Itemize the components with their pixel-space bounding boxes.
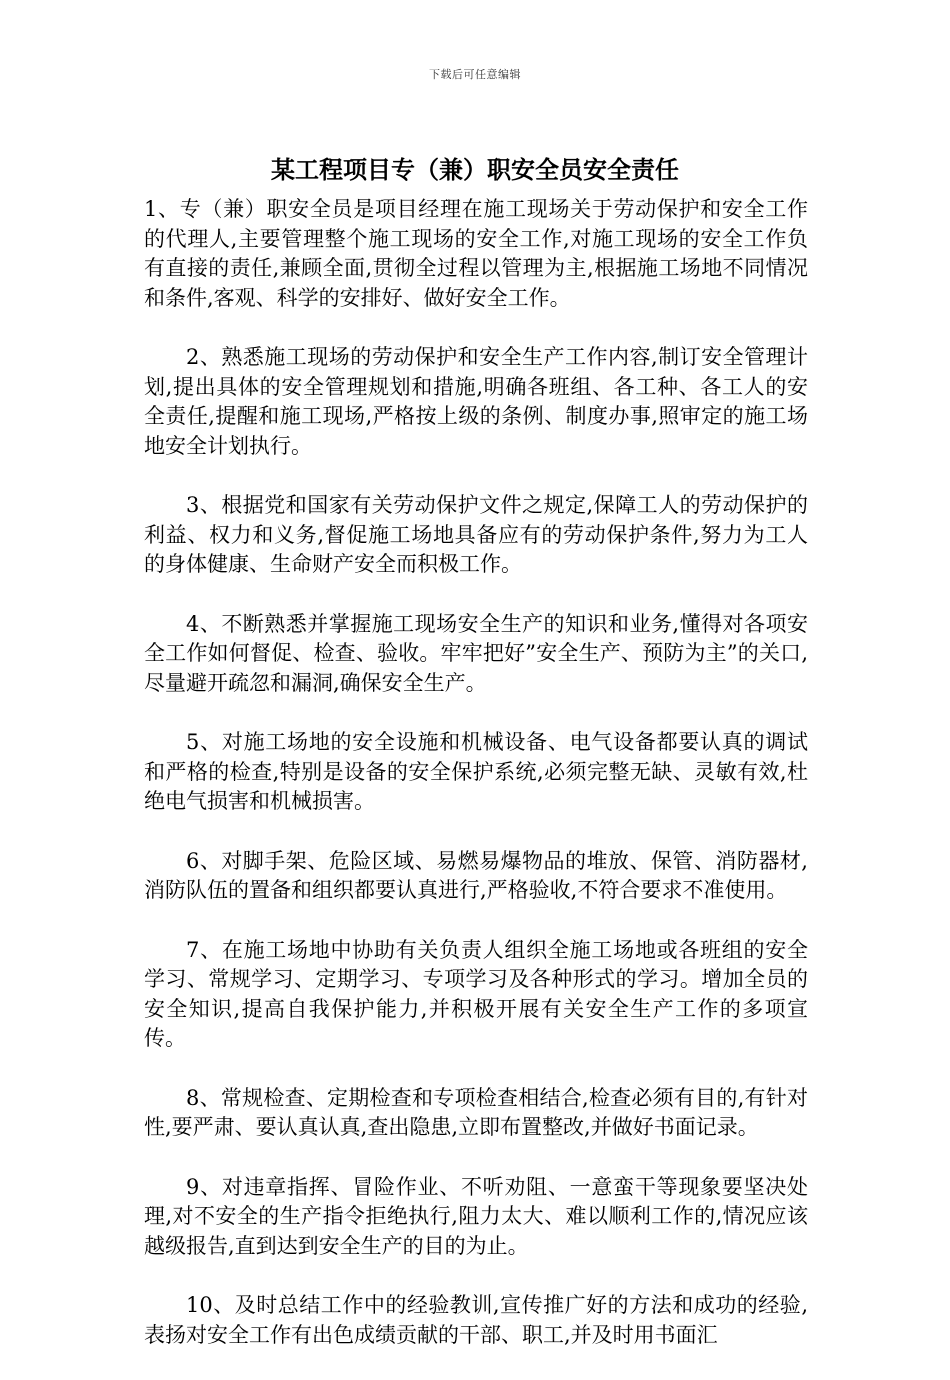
- paragraph-5: 5、对施工场地的安全设施和机械设备、电气设备都要认真的调试和严格的检查,特别是设备的安全保护系统,必须完整无缺、灵敏有效,杜绝电气损害和机械损害。: [144, 730, 808, 813]
- paragraph-6: 6、对脚手架、危险区域、易燃易爆物品的堆放、保管、消防器材,消防队伍的置备和组织都要认真进行,严格验收,不符合要求不准使用。: [144, 848, 808, 902]
- paragraph-1: 1、专（兼）职安全员是项目经理在施工现场关于劳动保护和安全工作的代理人,主要管理整个施工现场的安全工作,对施工现场的安全工作负有直接的责任,兼顾全面,贯彻全过程以管理为主,根据施工场地不同情况和条件,客观、科学的安排好、做好安全工作。: [144, 197, 808, 310]
- paragraph-2: 2、熟悉施工现场的劳动保护和安全生产工作内容,制订安全管理计划,提出具体的安全管理规划和措施,明确各班组、各工种、各工人的安全责任,提醒和施工现场,严格按上级的条例、制度办事,照审定的施工场地安全计划执行。: [144, 345, 808, 458]
- document-body: [144, 195, 808, 1380]
- paragraph-9: 9、对违章指挥、冒险作业、不听劝阻、一意蛮干等现象要坚决处理,对不安全的生产指令拒绝执行,阻力太大、难以顺利工作的,情况应该越级报告,直到达到安全生产的目的为止。: [144, 1174, 808, 1258]
- paragraph-4: 4、不断熟悉并掌握施工现场安全生产的知识和业务,懂得对各项安全工作如何督促、检查、验收。牢牢把好”安全生产、预防为主”的关口,尽量避开疏忽和漏洞,确保安全生产。: [144, 611, 808, 695]
- paragraph-3: 3、根据党和国家有关劳动保护文件之规定,保障工人的劳动保护的利益、权力和义务,督促施工场地具备应有的劳动保护条件,努力为工人的身体健康、生命财产安全而积极工作。: [144, 493, 808, 576]
- paragraph-7: 7、在施工场地中协助有关负责人组织全施工场地或各班组的安全学习、常规学习、定期学习、专项学习及各种形式的学习。增加全员的安全知识,提高自我保护能力,并积极开展有关安全生产工作的多项宣传。: [144, 937, 808, 1050]
- page-header-note: 下载后可任意编辑: [429, 68, 521, 81]
- document-title: 某工程项目专（兼）职安全员安全责任: [271, 156, 679, 184]
- paragraph-8: 8、常规检查、定期检查和专项检查相结合,检查必须有目的,有针对性,要严肃、要认真认真,查出隐患,立即布置整改,并做好书面记录。: [144, 1085, 808, 1139]
- paragraph-10: 10、及时总结工作中的经验教训,宣传推广好的方法和成功的经验,表扬对安全工作有出色成绩贡献的干部、职工,并及时用书面汇: [144, 1293, 808, 1347]
